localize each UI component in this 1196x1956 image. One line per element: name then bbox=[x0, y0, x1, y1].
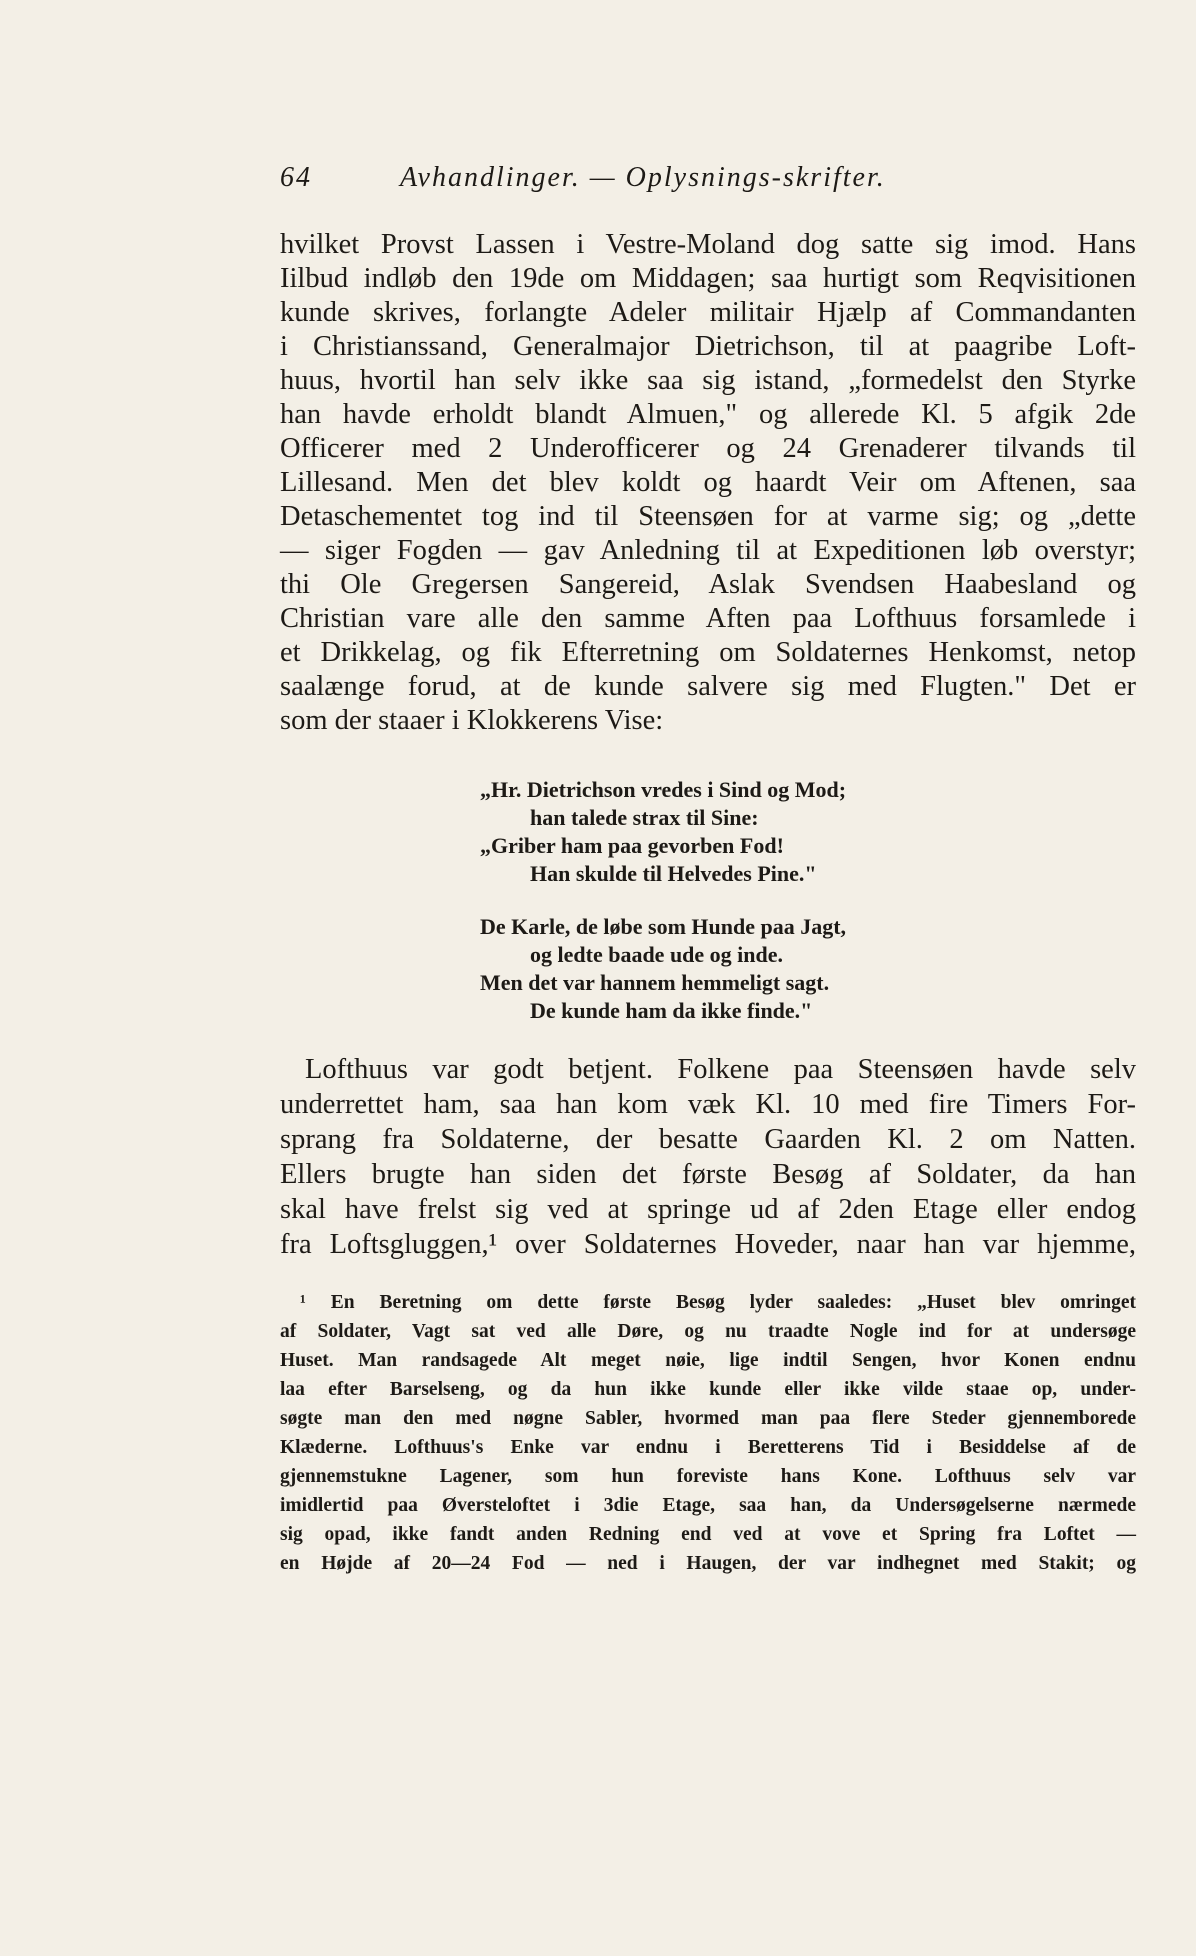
poem-line: „Griber ham paa gevorben Fod! bbox=[480, 833, 784, 858]
running-title: Avhandlinger. — Oplysnings-skrifter. bbox=[400, 162, 886, 193]
poem-line: De kunde ham da ikke finde." bbox=[530, 998, 813, 1023]
poem-line: han talede strax til Sine: bbox=[530, 805, 759, 830]
text-line: sprang fra Soldaterne, der besatte Gaarden Kl. 2 om Natten. bbox=[280, 1124, 1136, 1155]
text-line: hvilket Provst Lassen i Vestre-Moland dog satte sig imod. Hans bbox=[280, 229, 1136, 260]
text-line: Iilbud indløb den 19de om Middagen; saa hurtigt som Reqvisitionen bbox=[280, 263, 1136, 294]
footnote-line: imidlertid paa Øversteloftet i 3die Etage, saa han, da Undersøgelserne nærmede bbox=[280, 1495, 1136, 1516]
text-line: skal have frelst sig ved at springe ud af 2den Etage eller endog bbox=[280, 1194, 1136, 1225]
text-line: Lillesand. Men det blev koldt og haardt Veir om Aftenen, saa bbox=[280, 467, 1136, 498]
footnote-line: laa efter Barselseng, og da hun ikke kunde eller ikke vilde staae op, under- bbox=[280, 1379, 1136, 1400]
text-line: han havde erholdt blandt Almuen," og allerede Kl. 5 afgik 2de bbox=[280, 399, 1136, 430]
text-line: Lofthuus var godt betjent. Folkene paa Steensøen havde selv bbox=[305, 1054, 1136, 1085]
text-line: i Christianssand, Generalmajor Dietrichson, til at paagribe Loft- bbox=[280, 331, 1136, 362]
footnote-line: Huset. Man randsagede Alt meget nøie, lige indtil Sengen, hvor Konen endnu bbox=[280, 1350, 1136, 1371]
footnote-line: af Soldater, Vagt sat ved alle Døre, og nu traadte Nogle ind for at undersøge bbox=[280, 1321, 1136, 1342]
poem-line: De Karle, de løbe som Hunde paa Jagt, bbox=[480, 914, 847, 939]
text-line: fra Loftsgluggen,¹ over Soldaternes Hoveder, naar han var hjemme, bbox=[280, 1229, 1136, 1260]
page-number: 64 bbox=[280, 162, 312, 193]
text-line: et Drikkelag, og fik Efterretning om Soldaternes Henkomst, netop bbox=[280, 637, 1136, 668]
text-line: Christian vare alle den samme Aften paa Lofthuus forsamlede i bbox=[280, 603, 1136, 634]
footnote-line: ¹ En Beretning om dette første Besøg lyder saaledes: „Huset blev omringet bbox=[300, 1292, 1136, 1313]
text-line: huus, hvortil han selv ikke saa sig istand, „formedelst den Styrke bbox=[280, 365, 1136, 396]
footnote-line: gjennemstukne Lagener, som hun foreviste hans Kone. Lofthuus selv var bbox=[280, 1466, 1136, 1487]
poem-line: Han skulde til Helvedes Pine." bbox=[530, 861, 817, 886]
text-line: Detaschementet tog ind til Steensøen for at varme sig; og „dette bbox=[280, 501, 1136, 532]
running-header bbox=[280, 162, 1100, 194]
footnote-line: søgte man den med nøgne Sabler, hvormed man paa flere Steder gjennemborede bbox=[280, 1408, 1136, 1429]
footnote-line: Klæderne. Lofthuus's Enke var endnu i Beretterens Tid i Besiddelse af de bbox=[280, 1437, 1136, 1458]
text-line: kunde skrives, forlangte Adeler militair Hjælp af Commandanten bbox=[280, 297, 1136, 328]
text-line: — siger Fogden — gav Anledning til at Expeditionen løb overstyr; bbox=[280, 535, 1136, 566]
poem-line: Men det var hannem hemmeligt sagt. bbox=[480, 970, 830, 995]
text-line: saalænge forud, at de kunde salvere sig med Flugten." Det er bbox=[280, 671, 1136, 702]
text-line: underrettet ham, saa han kom væk Kl. 10 med fire Timers For- bbox=[280, 1089, 1136, 1120]
text-line: thi Ole Gregersen Sangereid, Aslak Svendsen Haabesland og bbox=[280, 569, 1136, 600]
text-line: Officerer med 2 Underofficerer og 24 Grenaderer tilvands til bbox=[280, 433, 1136, 464]
footnote-line: sig opad, ikke fandt anden Redning end ved at vove et Spring fra Loftet — bbox=[280, 1524, 1136, 1545]
text-line: som der staaer i Klokkerens Vise: bbox=[280, 705, 664, 736]
poem-line: og ledte baade ude og inde. bbox=[530, 942, 784, 967]
text-line: Ellers brugte han siden det første Besøg af Soldater, da han bbox=[280, 1159, 1136, 1190]
poem-line: „Hr. Dietrichson vredes i Sind og Mod; bbox=[480, 777, 847, 802]
footnote-line: en Højde af 20—24 Fod — ned i Haugen, der var indhegnet med Stakit; og bbox=[280, 1553, 1136, 1574]
